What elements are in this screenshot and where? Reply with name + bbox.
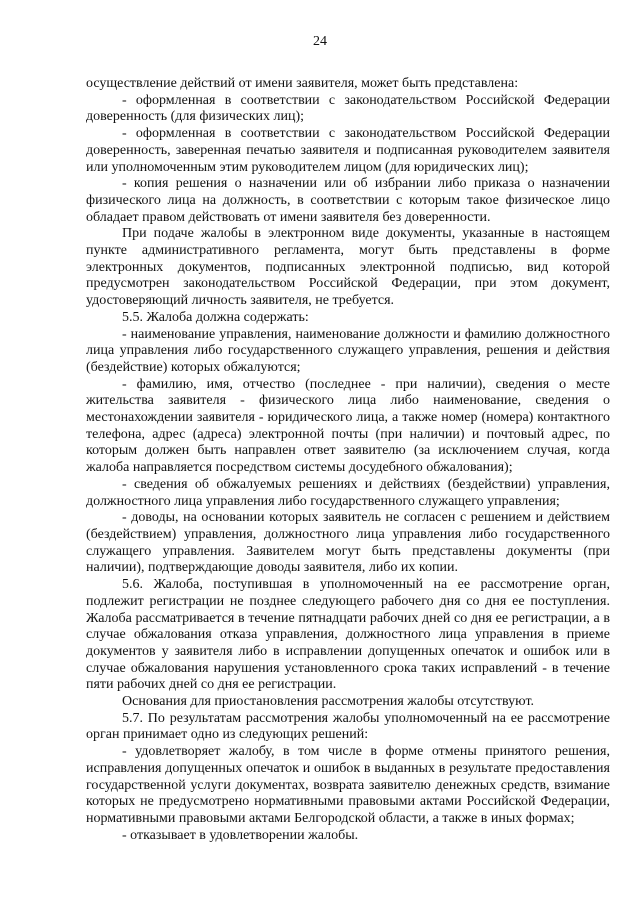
section-5-5-heading: 5.5. Жалоба должна содержать:	[122, 309, 309, 325]
paragraph-no-suspension: Основания для приостановления рассмотрения жалобы отсутствуют.	[122, 694, 535, 710]
list-item-applicant-details: - фамилию, имя, отчество (последнее - при наличии), сведения о месте жительства заявителя - физического лица либо наименование, сведения о местонахождении заявителя - юридического лица, а также номер (номера) контактного телефона, адрес (адреса) электронной почты (при наличии) и почтовый адрес, по которым должен быть направлен ответ заявителю (за исключением случая, когда жалоба направляется посредством системы досудебного обжалования);	[86, 376, 610, 476]
page-number: 24	[313, 34, 327, 49]
list-item-appealed-decisions: - сведения об обжалуемых решениях и действиях (бездействии) управления, должностного лица управления либо государственного служащего управления;	[86, 476, 610, 509]
list-item-arguments: - доводы, на основании которых заявитель не согласен с решением и действием (бездействием) управления, должностного лица управления либо государственного служащего управления. Заявителем могут быть представлены документы (при наличии), подтверждающие доводы заявителя, либо их копии.	[86, 510, 610, 576]
section-5-6-paragraph: 5.6. Жалоба, поступившая в уполномоченный на ее рассмотрение орган, подлежит регистрации не позднее следующего рабочего дня со дня ее поступления. Жалоба рассматривается в течение пятнадцати рабочих дней со дня ее регистрации, а в случае обжалования отказа управления, должностного лица управления в приеме документов у заявителя либо в исправлении допущенных опечаток и ошибок или в случае обжалования нарушения установленного срока таких исправлений - в течение пяти рабочих дней со дня ее регистрации.	[86, 577, 610, 693]
list-item-power-of-attorney-individuals: - оформленная в соответствии с законодательством Российской Федерации доверенность (для физических лиц);	[86, 92, 610, 125]
paragraph-electronic-submission: При подаче жалобы в электронном виде документы, указанные в настоящем пункте административного регламента, могут быть представлены в форме электронных документов, подписанных электронной подписью, вид которой предусмотрен законодательством Российской Федерации, при этом документ, удостоверяющий личность заявителя, не требуется.	[86, 226, 610, 309]
list-item-power-of-attorney-legal-entities: - оформленная в соответствии с законодательством Российской Федерации доверенность, заверенная печатью заявителя и подписанная руководителем заявителя или уполномоченным этим руководителем лицом (для юридических лиц);	[86, 126, 610, 175]
section-5-7-paragraph: 5.7. По результатам рассмотрения жалобы уполномоченный на ее рассмотрение орган принимает одно из следующих решений:	[86, 710, 610, 743]
list-item-reject-complaint: - отказывает в удовлетворении жалобы.	[122, 827, 359, 843]
document-body	[86, 76, 610, 844]
paragraph-continuation: осуществление действий от имени заявителя, может быть представлена:	[86, 76, 519, 91]
list-item-appointment-copy: - копия решения о назначении или об избрании либо приказа о назначении физического лица на должность, в соответствии с которым такое физическое лицо обладает правом действовать от имени заявителя без доверенности.	[86, 176, 610, 225]
list-item-authority-name: - наименование управления, наименование должности и фамилию должностного лица управления либо государственного служащего управления, решения и действия (бездействие) которых обжалуются;	[86, 326, 610, 375]
list-item-satisfy-complaint: - удовлетворяет жалобу, в том числе в форме отмены принятого решения, исправления допущенных опечаток и ошибок в выданных в результате предоставления государственной услуги документах, возврата заявителю денежных средств, взимание которых не предусмотрено нормативными правовыми актами Российской Федерации, нормативными правовыми актами Белгородской области, а также в иных формах;	[86, 744, 610, 826]
